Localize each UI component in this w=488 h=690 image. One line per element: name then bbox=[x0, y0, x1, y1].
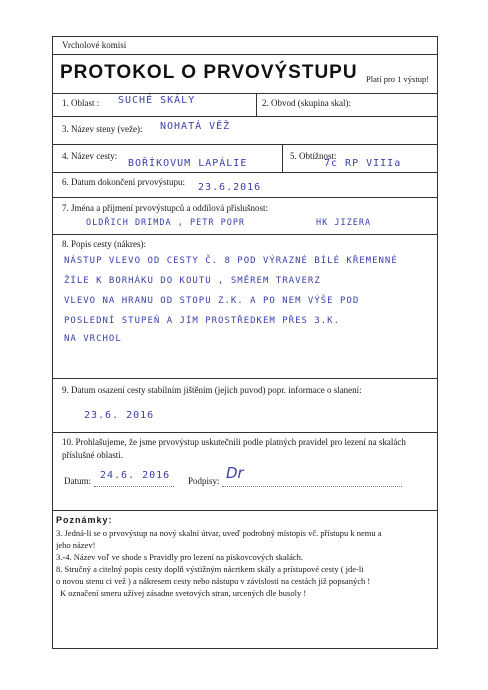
datum-label: Datum: bbox=[64, 476, 91, 486]
validity-note: Platí pro 1 výstup! bbox=[366, 74, 430, 84]
page-title: PROTOKOL O PRVOVÝSTUPU bbox=[60, 62, 358, 83]
row10-bottom bbox=[52, 510, 438, 511]
datum-value[interactable]: 24.6. 2016 bbox=[100, 470, 171, 481]
row1-divider bbox=[256, 93, 257, 116]
declaration-text-cont: příslušné oblasti. bbox=[62, 450, 123, 460]
header-divider-bottom bbox=[52, 93, 438, 94]
description-line[interactable]: NA VRCHOL bbox=[64, 334, 122, 344]
anchors-value[interactable]: 23.6. 2016 bbox=[84, 410, 155, 421]
note-line: 8. Stručný a citelný popis cesty doplň výstižným nácrtkem skály a prístupové cesty ( jde-li bbox=[56, 564, 364, 574]
description-line[interactable]: POSLEDNÍ STUPEŇ A JÍM PROSTŘEDKEM PŘES 3.K. bbox=[64, 316, 340, 326]
anchors-label: 9. Datum osazení cesty stabilním jištěním (jejich puvod) popr. informace o slanení: bbox=[62, 385, 362, 395]
climbers-value[interactable]: OLDŘICH DRIMDA , PETR POPR bbox=[86, 218, 246, 228]
date-value[interactable]: 23.6.2016 bbox=[198, 182, 262, 193]
description-line[interactable]: NÁSTUP VLEVO OD CESTY Č. 8 POD VÝRAZNÉ BÍLÉ KŘEMENNÉ bbox=[64, 256, 398, 266]
date-label: 6. Datum dokončení prvovýstupu: bbox=[62, 177, 185, 187]
row3-bottom bbox=[52, 144, 438, 145]
wall-label: 3. Název steny (veže): bbox=[62, 124, 143, 134]
signature-dots bbox=[222, 486, 402, 487]
row9-bottom bbox=[52, 432, 438, 433]
row4-bottom bbox=[52, 172, 438, 173]
row6-bottom bbox=[52, 197, 438, 198]
route-value[interactable]: BOŘÍKOVUM LAPÁLIE bbox=[128, 158, 248, 169]
row4-divider bbox=[282, 144, 283, 172]
description-line[interactable]: ŽÍLE K BORHÁKU DO KOUTU , SMĚREM TRAVERZ bbox=[64, 276, 321, 286]
difficulty-value[interactable]: 7c RP VIIIa bbox=[324, 158, 402, 169]
row1-bottom bbox=[52, 116, 438, 117]
area-value[interactable]: SUCHÉ SKÁLY bbox=[118, 95, 196, 106]
header-divider-top bbox=[52, 54, 438, 55]
commission-label: Vrcholové komisi bbox=[62, 40, 127, 50]
difficulty-label: 5. Obtížnost: bbox=[290, 151, 337, 161]
note-line: 3.-4. Název voľ ve shode s Pravidly pro lezení na pískovcových skalách. bbox=[56, 552, 304, 562]
signature-value[interactable]: Dr bbox=[226, 464, 244, 482]
note-line: o novou stenu ci vež ) a nákresem cesty nebo nástupu v závislosti na cestách již popsaných ! bbox=[56, 576, 371, 586]
route-label: 4. Název cesty: bbox=[62, 151, 118, 161]
district-label: 2. Obvod (skupina skal): bbox=[262, 98, 351, 108]
description-line[interactable]: VLEVO NA HRANU OD STOPU Z.K. A PO NEM VÝŠE POD bbox=[64, 296, 360, 306]
description-label: 8. Popis cesty (nákres): bbox=[62, 239, 146, 249]
note-line: jeho název! bbox=[56, 540, 96, 550]
row8-bottom bbox=[52, 378, 438, 379]
declaration-text: 10. Prohlašujeme, že jsme prvovýstup uskutečnili podle platných pravidel pro lezení na skalách bbox=[62, 437, 406, 447]
area-label: 1. Oblast : bbox=[62, 98, 100, 108]
signature-label: Podpisy: bbox=[188, 476, 220, 486]
wall-value[interactable]: NOHATÁ VĚŽ bbox=[160, 121, 231, 132]
notes-heading: Poznámky: bbox=[56, 515, 113, 525]
climbers-label: 7. Jména a příjmení prvovýstupců a oddílová příslušnost: bbox=[62, 203, 268, 213]
datum-dots bbox=[94, 486, 174, 487]
note-line: 3. Jedná-li se o prvovýstup na nový skalní útvar, uveď podrobný místopis vč. přístupu k nemu a bbox=[56, 528, 382, 538]
note-line: K označení smeru užívej zásadne svetových stran, urcených dle busoly ! bbox=[60, 588, 307, 598]
climbers-club-value[interactable]: HK JIZERA bbox=[316, 218, 372, 228]
row7-bottom bbox=[52, 234, 438, 235]
